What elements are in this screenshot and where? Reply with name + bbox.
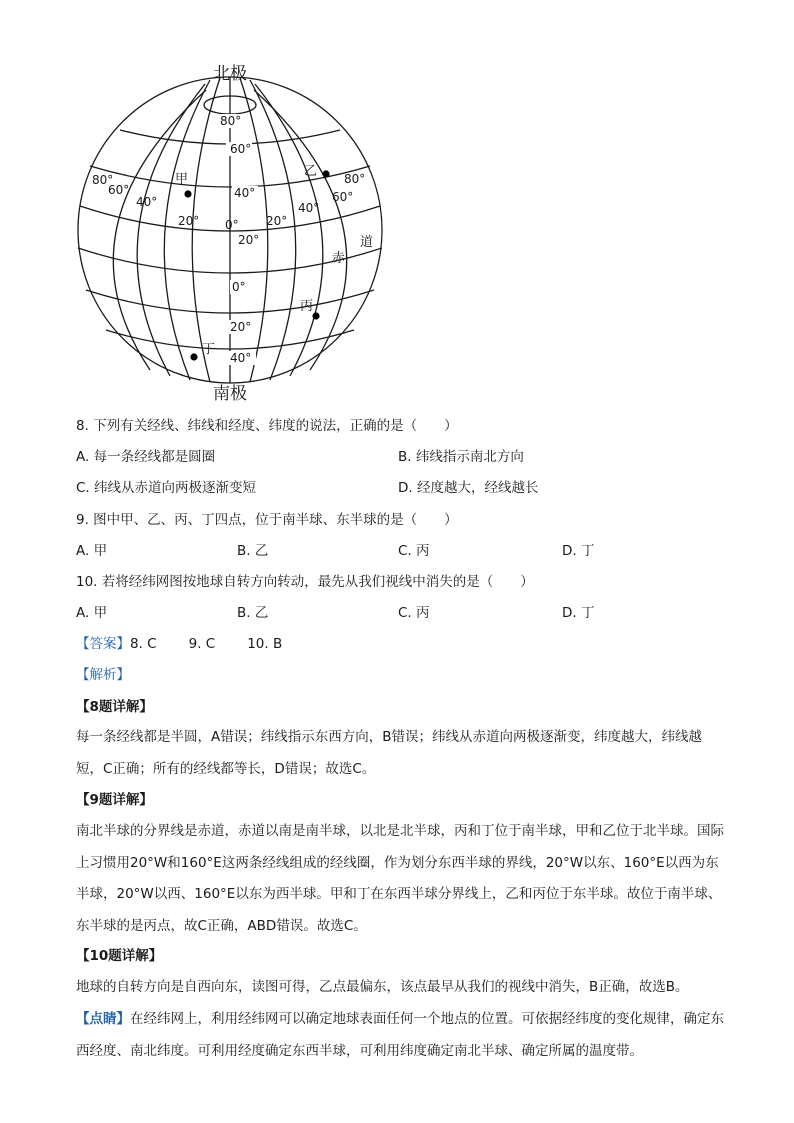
- north-pole-label: 北极: [213, 64, 247, 84]
- q8-stem: 8. 下列有关经线、纬线和经度、纬度的说法，正确的是（ ）: [76, 418, 458, 434]
- lon-label-0: 0°: [225, 218, 239, 232]
- tip-tag: 【点睛】: [76, 1011, 130, 1027]
- point-bing-label: 丙: [300, 299, 314, 314]
- lat-label-20n: 20°: [238, 233, 260, 247]
- lon-label-w80: 80°: [92, 173, 114, 187]
- q8-option-c: C. 纬线从赤道向两极逐渐变短: [76, 480, 257, 496]
- tip-paragraph: [76, 1004, 726, 1067]
- point-ding-label: 丁: [202, 342, 216, 357]
- q8-option-a: A. 每一条经线都是圆圈: [76, 449, 216, 465]
- answer-9: 9. C: [188, 636, 216, 652]
- globe-figure: [60, 58, 400, 408]
- q9-stem: 9. 图中甲、乙、丙、丁四点，位于南半球、东半球的是（ ）: [76, 512, 458, 528]
- lon-label-e40: 40°: [298, 201, 320, 215]
- equator-char-2: 道: [360, 235, 374, 250]
- lon-label-e80: 80°: [344, 172, 366, 186]
- detail-9-title: 【9题详解】: [76, 792, 153, 808]
- q9-option-c: C. 丙: [398, 543, 430, 559]
- point-yi-label: 乙: [304, 164, 318, 179]
- lon-label-w40: 40°: [136, 195, 158, 209]
- q8-option-b: B. 纬线指示南北方向: [398, 449, 524, 465]
- lon-label-w60: 60°: [108, 183, 130, 197]
- detail-8-title: 【8题详解】: [76, 699, 153, 715]
- lat-label-60n: 60°: [230, 142, 252, 156]
- lon-label-w20: 20°: [178, 214, 200, 228]
- q10-stem: 10. 若将经纬网图按地球自转方向转动，最先从我们视线中消失的是（ ）: [76, 574, 534, 590]
- q9-option-a: A. 甲: [76, 543, 108, 559]
- answer-10: 10. B: [247, 636, 283, 652]
- answer-tag: 【答案】: [76, 636, 130, 652]
- detail-10-text: 地球的自转方向是自西向东，读图可得，乙点最偏东，该点最早从我们的视线中消失，B正确，故选B。: [76, 979, 689, 995]
- tip-text: 在经纬网上，利用经纬网可以确定地球表面任何一个地点的位置。可依据经纬度的变化规律，确定东西经度、南北纬度。可利用经度确定东西半球，可利用纬度确定南北半球、确定所属的温度带。: [76, 1011, 724, 1059]
- equator-char-1: 赤: [332, 251, 346, 266]
- q8-option-d: D. 经度越大，经线越长: [398, 480, 539, 496]
- q10-option-c: C. 丙: [398, 605, 430, 621]
- point-yi-dot: [322, 170, 329, 177]
- point-jia-dot: [184, 190, 191, 197]
- lon-label-e20: 20°: [266, 214, 288, 228]
- detail-10-title: 【10题详解】: [76, 948, 163, 964]
- point-bing-dot: [312, 312, 319, 319]
- lat-label-80n: 80°: [220, 114, 242, 128]
- analysis-tag: 【解析】: [76, 667, 130, 683]
- q9-option-d: D. 丁: [562, 543, 595, 559]
- answer-8: 8. C: [130, 636, 157, 652]
- q9-option-b: B. 乙: [237, 543, 269, 559]
- point-ding-dot: [190, 353, 197, 360]
- point-jia-label: 甲: [175, 172, 189, 187]
- lat-label-20s: 20°: [230, 320, 252, 334]
- answer-line: [76, 634, 282, 654]
- detail-8-text: 每一条经线都是半圆，A错误；纬线指示东西方向，B错误；纬线从赤道向两极逐渐变，纬度越大，纬线越短，C正确；所有的经线都等长，D错误；故选C。: [76, 729, 702, 777]
- lat-label-40n: 40°: [234, 186, 256, 200]
- lat-label-40s: 40°: [230, 351, 252, 365]
- lat-label-0: 0°: [232, 280, 246, 294]
- lon-label-e60: 60°: [332, 190, 354, 204]
- q10-option-d: D. 丁: [562, 605, 595, 621]
- globe-graticule: [60, 58, 400, 408]
- q10-option-a: A. 甲: [76, 605, 108, 621]
- detail-9-text: 南北半球的分界线是赤道，赤道以南是南半球，以北是北半球，丙和丁位于南半球，甲和乙位于北半球。国际上习惯用20°W和160°E这两条经线组成的经线圈，作为划分东西半球的界线，20°W以东、160°E以西为东半球，20°W以西、160°E以东为西半球。甲和丁在东西半球分界线上，乙和丙位于东半球。故位于南半球、东半球的是丙点，故C正确，ABD错误。故选C。: [76, 823, 724, 934]
- south-pole-label: 南极: [213, 384, 247, 404]
- q10-option-b: B. 乙: [237, 605, 269, 621]
